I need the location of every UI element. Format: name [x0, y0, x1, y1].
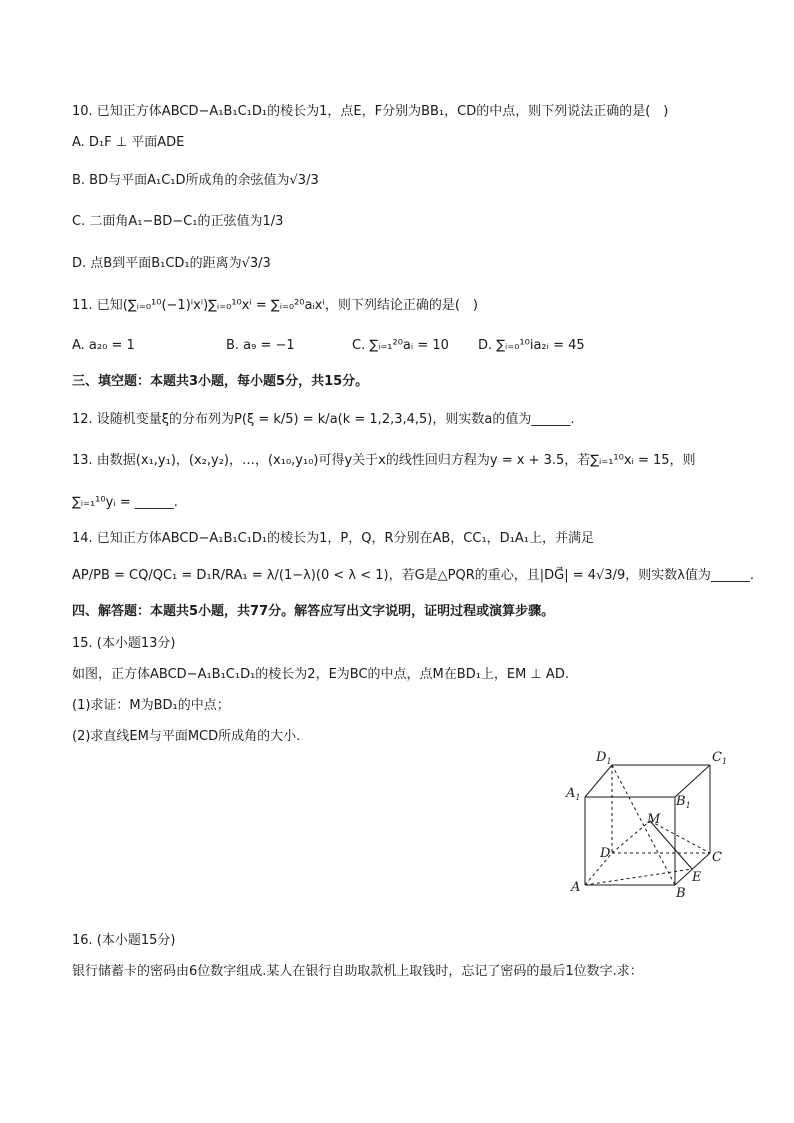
label-a: A	[571, 880, 581, 895]
section-4-heading: 四、解答题：本题共5小题，共77分。解答应写出文字说明，证明过程或演算步骤。	[72, 604, 555, 619]
q16-body: 银行储蓄卡的密码由6位数字组成.某人在银行自助取款机上取钱时，忘记了密码的最后1位数字.求：	[72, 964, 643, 979]
q10-option-b: B. BD与平面A₁C₁D所成角的余弦值为√3/3	[72, 173, 319, 188]
q12-text: 12. 设随机变量ξ的分布列为P(ξ = k/5) = k/a(k = 1,2,3,4,5)，则实数a的值为______.	[72, 412, 575, 427]
label-b: B	[676, 886, 686, 901]
q15-header: 15. (本小题13分)	[72, 636, 176, 651]
q10-option-a: A. D₁F ⊥ 平面ADE	[72, 135, 185, 150]
q14-line-2: AP/PB = CQ/QC₁ = D₁R/RA₁ = λ/(1−λ)(0 < λ < 1)，若G是△PQR的重心，且|DG⃗| = 4√3/9，则实数λ值为______.	[72, 568, 755, 583]
section-3-heading: 三、填空题：本题共3小题，每小题5分，共15分。	[72, 374, 369, 389]
label-a1: $A_1$	[566, 786, 581, 802]
label-d: D	[600, 846, 611, 861]
q10-option-d: D. 点B到平面B₁CD₁的距离为√3/3	[72, 256, 271, 271]
label-c: C	[712, 850, 722, 865]
q11-option-d: D. ∑ᵢ₌₀¹⁰ia₂ᵢ = 45	[478, 338, 585, 353]
q15-part-1: (1)求证：M为BD₁的中点；	[72, 698, 230, 713]
label-m: M	[647, 812, 661, 827]
q11-option-c: C. ∑ᵢ₌₁²⁰aᵢ = 10	[352, 338, 449, 353]
q15-intro: 如图，正方体ABCD−A₁B₁C₁D₁的棱长为2，E为BC的中点，点M在BD₁上，EM ⊥ AD.	[72, 667, 569, 682]
q11-option-b: B. a₉ = −1	[226, 338, 295, 353]
label-e: E	[692, 870, 702, 885]
q10-option-c: C. 二面角A₁−BD−C₁的正弦值为1/3	[72, 214, 284, 229]
label-d1: $D_1$	[596, 750, 612, 766]
q13-line-1: 13. 由数据(x₁,y₁)，(x₂,y₂)，…，(x₁₀,y₁₀)可得y关于x的线性回归方程为y = x + 3.5，若∑ᵢ₌₁¹⁰xᵢ = 15，则	[72, 453, 696, 468]
q14-line-1: 14. 已知正方体ABCD−A₁B₁C₁D₁的棱长为1，P，Q，R分别在AB，CC₁，D₁A₁上，并满足	[72, 531, 594, 546]
q15-part-2: (2)求直线EM与平面MCD所成角的大小.	[72, 729, 301, 744]
label-c1: $C_1$	[712, 750, 728, 766]
q10-stem: 10. 已知正方体ABCD−A₁B₁C₁D₁的棱长为1，点E，F分别为BB₁，CD的中点，则下列说法正确的是( )	[72, 104, 669, 119]
q11-stem: 11. 已知(∑ᵢ₌₀¹⁰(−1)ⁱxⁱ)∑ᵢ₌₀¹⁰xⁱ = ∑ᵢ₌₀²⁰aᵢxⁱ，则下列结论正确的是( )	[72, 298, 478, 313]
q16-header: 16. (本小题15分)	[72, 933, 176, 948]
label-b1: $B_1$	[676, 794, 691, 810]
q11-option-a: A. a₂₀ = 1	[72, 338, 135, 353]
q13-line-2: ∑ᵢ₌₁¹⁰yᵢ = ______.	[72, 495, 178, 510]
cube-figure	[562, 745, 732, 905]
